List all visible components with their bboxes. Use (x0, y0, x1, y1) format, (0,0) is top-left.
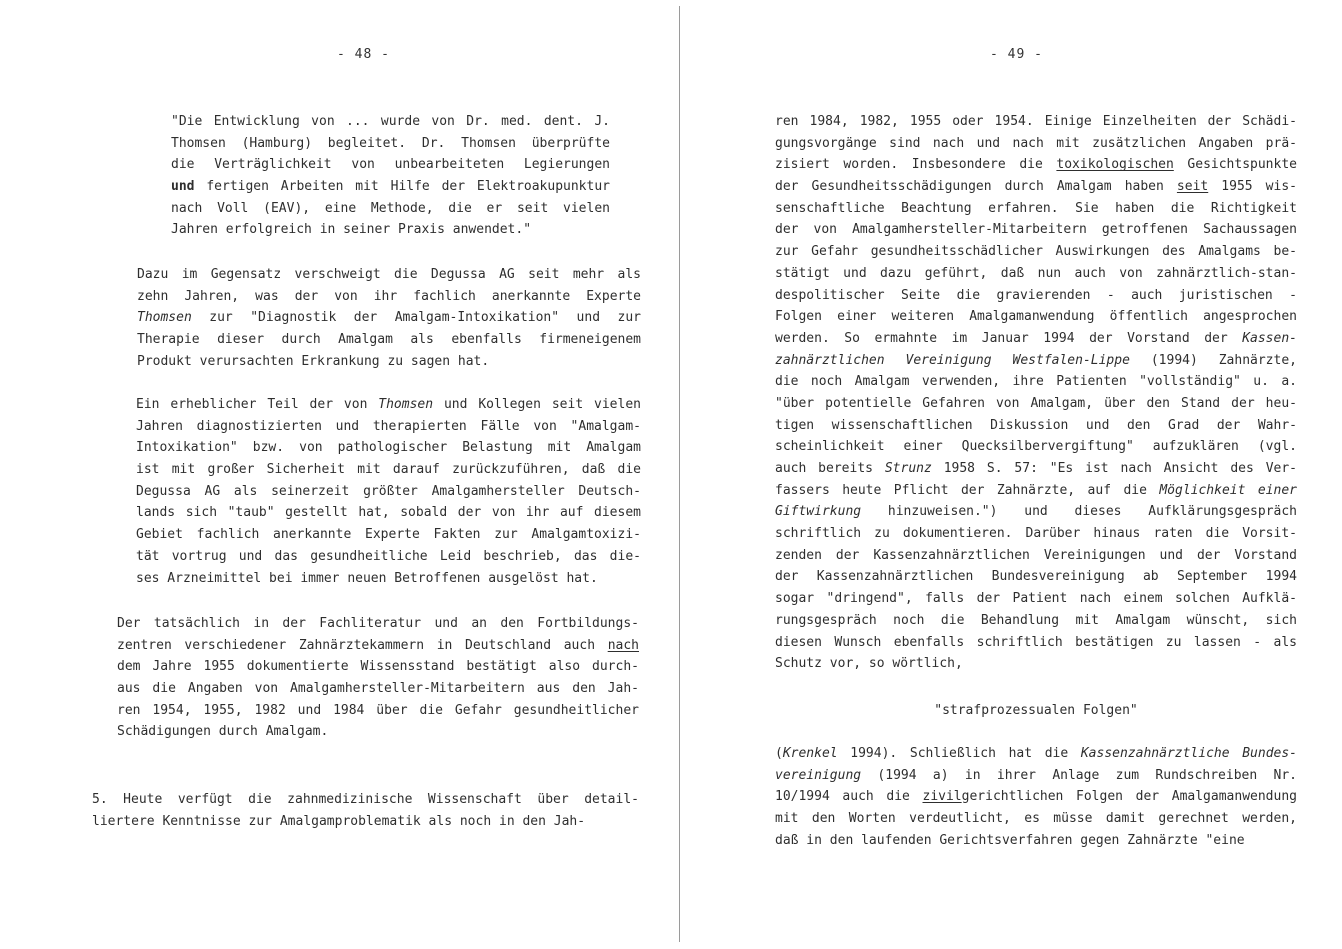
text-line: tigen wissenschaftlichen Diskussion und den Grad der Wahr- (775, 417, 1297, 433)
text-line: (Krenkel 1994). Schließlich hat die Kassenzahnärztliche Bundes- (775, 746, 1297, 761)
text-line: die noch Amalgam verwenden, ihre Patienten "vollständig" u. a. (775, 374, 1297, 390)
text-line: Intoxikation" bzw. von pathologischer Belastung mit Amalgam (136, 440, 641, 456)
text-line: zentren verschiedener Zahnärztekammern in Deutschland auch nach (117, 637, 639, 653)
text-line: Schädigungen durch Amalgam. (117, 724, 329, 740)
text-line: dem Jahre 1955 dokumentierte Wissensstand bestätigt also durch- (117, 659, 639, 675)
text-line: rungsgespräch noch die Behandlung mit Amalgam wünscht, sich (775, 612, 1297, 628)
text-line: nach Voll (EAV), eine Methode, die er seit vielen (171, 200, 610, 216)
text-line: scheinlichkeit einer Quecksilbervergiftung" aufzuklären (vgl. (775, 439, 1297, 455)
text-line: auch bereits Strunz 1958 S. 57: "Es ist nach Ansicht des Ver- (775, 461, 1297, 476)
text-line: werden. So ermahnte im Januar 1994 der Vorstand der Kassen- (775, 330, 1297, 346)
text-line: Ein erheblicher Teil der von Thomsen und Kollegen seit vielen (136, 397, 641, 412)
page-gutter-divider (679, 6, 680, 942)
text-line: Schutz vor, so wörtlich, (775, 656, 963, 672)
left-page-number: - 48 - (337, 47, 390, 62)
text-line: Gebiet fachlich anerkannte Experte Fakten zur Amalgamtoxizi- (136, 527, 641, 543)
text-line: gungsvorgänge sind nach und nach mit zusätzlichen Angaben prä- (775, 135, 1297, 151)
text-line: und fertigen Arbeiten mit Hilfe der Elektroakupunktur (171, 179, 610, 195)
text-line: Thomsen zur "Diagnostik der Amalgam-Intoxikation" und zur (137, 310, 641, 326)
text-line: sogar "dringend", falls der Patient nach einem solchen Aufklä- (775, 591, 1297, 607)
text-line: zisiert worden. Insbesondere die toxikologischen Gesichtspunkte (775, 157, 1297, 173)
left-paragraph-1 (137, 264, 641, 372)
text-line: ren 1984, 1982, 1955 oder 1954. Einige Einzelheiten der Schädi- (775, 114, 1297, 129)
text-line: Jahren diagnostizierten und therapierten Fälle von "Amalgam- (136, 418, 641, 434)
right-block-quote (775, 700, 1297, 722)
text-line: Folgen einer weiteren Amalgamanwendung öffentlich angesprochen (775, 309, 1297, 325)
text-line: Jahren erfolgreich in seiner Praxis anwendet." (171, 222, 532, 238)
text-line: die Verträglichkeit von unbearbeiteten Legierungen (171, 157, 610, 173)
text-line: Dazu im Gegensatz verschweigt die Degussa AG seit mehr als (137, 267, 641, 282)
text-line: mit den Worten verdeutlicht, es müsse damit gerechnet werden, (775, 811, 1297, 827)
text-line: diesen Wunsch ebenfalls schriftlich bestätigen zu lassen - als (775, 634, 1297, 650)
text-line: der von Amalgamhersteller-Mitarbeitern getroffenen Sachaussagen (775, 222, 1297, 238)
text-line: 5. Heute verfügt die zahnmedizinische Wissenschaft über detail- (92, 792, 639, 807)
text-line: lands sich "taub" gestellt hat, sobald der von ihr auf diesem (136, 505, 641, 521)
right-paragraph-1 (775, 111, 1297, 675)
text-line: der Kassenzahnärztlichen Bundesvereinigung ab September 1994 (775, 569, 1297, 585)
text-line: vereinigung (1994 a) in ihrer Anlage zum Rundschreiben Nr. (775, 767, 1297, 783)
text-line: Der tatsächlich in der Fachliteratur und an den Fortbildungs- (117, 616, 639, 631)
text-line: tät vortrug und das gesundheitliche Leid beschrieb, das die- (136, 548, 641, 564)
left-quote-block (171, 111, 610, 241)
text-line: zenden der Kassenzahnärztlichen Vereinigungen und der Vorstand (775, 547, 1297, 563)
quote-strafprozessualen-folgen: "strafprozessualen Folgen" (934, 703, 1138, 718)
text-line: ist mit großer Sicherheit mit darauf zurückzuführen, daß die (136, 462, 641, 478)
text-line: aus die Angaben von Amalgamhersteller-Mitarbeitern aus den Jah- (117, 681, 639, 697)
text-line: ses Arzneimittel bei immer neuen Betroffenen ausgelöst hat. (136, 570, 598, 586)
text-line: zahnärztlichen Vereinigung Westfalen-Lippe (1994) Zahnärzte, (775, 352, 1297, 368)
text-line: zehn Jahren, was der von ihr fachlich anerkannte Experte (137, 288, 641, 304)
text-line: Degussa AG als seinerzeit größter Amalgamhersteller Deutsch- (136, 483, 641, 499)
text-line: Thomsen (Hamburg) begleitet. Dr. Thomsen überprüfte (171, 135, 610, 151)
left-paragraph-2 (136, 394, 641, 589)
text-line: Produkt verursachten Erkrankung zu sagen hat. (137, 353, 490, 369)
text-line: der Gesundheitsschädigungen durch Amalgam haben seit 1955 wis- (775, 179, 1297, 195)
left-paragraph-3 (117, 613, 639, 743)
text-line: daß in den laufenden Gerichtsverfahren gegen Zahnärzte "eine (775, 832, 1245, 848)
right-page-number: - 49 - (990, 47, 1043, 62)
text-line: "Die Entwicklung von ... wurde von Dr. med. dent. J. (171, 114, 610, 129)
right-paragraph-2 (775, 743, 1297, 851)
left-numbered-item-5 (92, 789, 639, 832)
text-line: 10/1994 auch die zivilgerichtlichen Folgen der Amalgamanwendung (775, 789, 1297, 805)
text-line: liertere Kenntnisse zur Amalgamproblematik als noch in den Jah- (92, 813, 586, 829)
text-line: stätigt und dazu geführt, daß nun auch von zahnärztlich-stan- (775, 265, 1297, 281)
text-line: schriftlich zu dokumentieren. Darüber hinaus raten die Vorsit- (775, 526, 1297, 542)
text-line: ren 1954, 1955, 1982 und 1984 über die Gefahr gesundheitlicher (117, 702, 639, 718)
text-line: Giftwirkung hinzuweisen.") und dieses Aufklärungsgespräch (775, 504, 1297, 520)
text-line: despolitischer Seite die gravierenden - auch juristischen - (775, 287, 1297, 303)
text-line: fassers heute Pflicht der Zahnärzte, auf die Möglichkeit einer (775, 482, 1297, 498)
text-line: zur Gefahr gesundheitsschädlicher Auswirkungen des Amalgams be- (775, 244, 1297, 260)
text-line: senschaftliche Beachtung erfahren. Sie haben die Richtigkeit (775, 200, 1297, 216)
text-line: Therapie dieser durch Amalgam als ebenfalls firmeneigenem (137, 332, 641, 348)
text-line: "über potentielle Gefahren von Amalgam, über den Stand der heu- (775, 395, 1297, 411)
